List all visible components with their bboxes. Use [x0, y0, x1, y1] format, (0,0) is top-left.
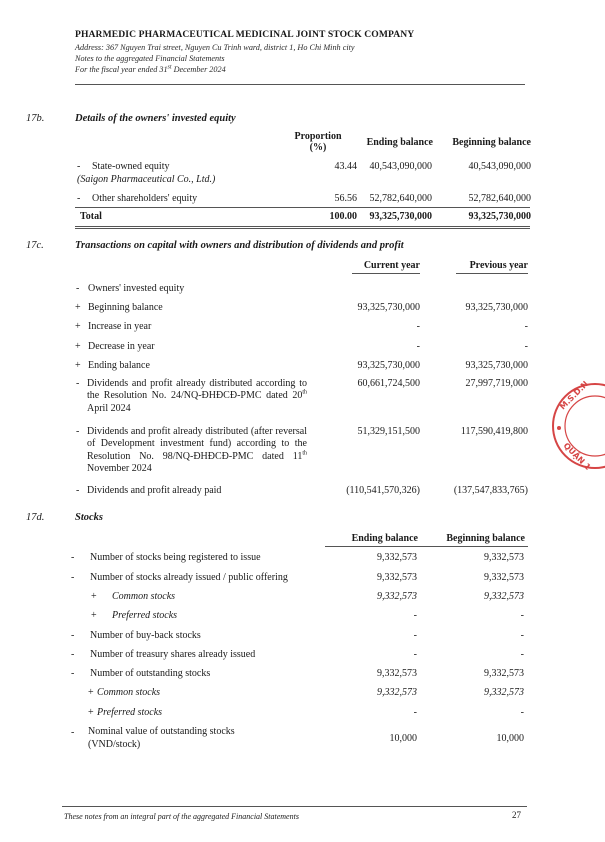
current-value: 93,325,730,000	[357, 302, 420, 313]
company-address: Address: 367 Nguyen Trai street, Nguyen Cu Trinh ward, district 1, Ho Chi Minh city	[75, 43, 355, 52]
ending-value: 9,332,573	[377, 687, 417, 698]
previous-value: -	[524, 341, 528, 352]
row-label: Common stocks	[112, 591, 176, 602]
ending-value: 9,332,573	[377, 668, 417, 679]
row-marker: +	[75, 341, 81, 352]
row-label: Owners' invested equity	[88, 283, 185, 294]
row-marker: -	[71, 572, 75, 583]
beginning-value: -	[520, 707, 524, 718]
seal-graphic	[549, 380, 605, 472]
beginning-value: -	[520, 649, 524, 660]
col-header-underline	[325, 546, 528, 547]
row-label: Number of treasury shares already issued	[90, 649, 256, 660]
row-marker: -	[71, 649, 75, 660]
row-sublabel: (Saigon Pharmaceutical Co., Ltd.)	[77, 174, 216, 185]
row-marker: -	[76, 378, 80, 389]
row-marker: +	[88, 687, 94, 698]
row-label: Dividends and profit already paid	[87, 485, 222, 496]
ending-value: 10,000	[389, 733, 417, 744]
fiscal-period: For the fiscal year ended 31st December 2024	[75, 64, 226, 74]
total-ending: 93,325,730,000	[369, 211, 432, 222]
notes-line: Notes to the aggregated Financial Statements	[75, 54, 225, 63]
row-label: State-owned equity	[92, 161, 170, 172]
beginning-value: 9,332,573	[484, 591, 524, 602]
previous-value: 93,325,730,000	[465, 360, 528, 371]
row-marker: +	[91, 591, 97, 602]
ending-value: 9,332,573	[377, 552, 417, 563]
col-beginning-header: Beginning balance	[446, 533, 525, 544]
footer-note: These notes from an integral part of the aggregated Financial Statements	[64, 812, 299, 821]
col-proportion-header: Proportion (%)	[294, 131, 342, 153]
proportion-value: 43.44	[334, 161, 357, 172]
row-marker: +	[91, 610, 97, 621]
current-value: 51,329,151,500	[357, 426, 420, 437]
company-seal-stamp	[549, 380, 605, 472]
page-number: 27	[512, 810, 521, 820]
col-previous-header: Previous year	[469, 260, 528, 271]
col-ending-header: Ending balance	[366, 137, 433, 148]
row-label: Number of stocks being registered to issue	[90, 552, 261, 563]
seal-text-top: M.S.D.N	[558, 379, 591, 412]
row-label: Increase in year	[88, 321, 152, 332]
row-marker: -	[71, 630, 75, 641]
section-17d-number: 17d.	[26, 512, 45, 523]
ending-value: -	[413, 649, 417, 660]
beginning-value: 9,332,573	[484, 552, 524, 563]
row-label: Ending balance	[88, 360, 150, 371]
company-name: PHARMEDIC PHARMACEUTICAL MEDICINAL JOINT STOCK COMPANY	[75, 29, 415, 40]
row-marker: -	[71, 727, 75, 738]
current-value: 93,325,730,000	[357, 360, 420, 371]
current-value: -	[416, 321, 420, 332]
total-proportion: 100.00	[329, 211, 357, 222]
beginning-value: -	[520, 610, 524, 621]
beginning-value: 9,332,573	[484, 572, 524, 583]
row-label: Beginning balance	[88, 302, 163, 313]
row-label: Preferred stocks	[97, 707, 163, 718]
col-ending-header: Ending balance	[351, 533, 418, 544]
total-bottom-rule	[75, 226, 530, 227]
row-label: Nominal value of outstanding stocks	[88, 726, 235, 737]
col-current-underline	[352, 273, 420, 274]
ending-value: 9,332,573	[377, 591, 417, 602]
ending-value: -	[413, 610, 417, 621]
previous-value: -	[524, 321, 528, 332]
beginning-value: 10,000	[496, 733, 524, 744]
row-marker: -	[76, 426, 80, 437]
beginning-value: 40,543,090,000	[468, 161, 531, 172]
beginning-value: 9,332,573	[484, 668, 524, 679]
footer-rule	[62, 806, 527, 807]
total-bottom-rule-double	[75, 228, 530, 229]
row-label: Preferred stocks	[112, 610, 178, 621]
current-value: 60,661,724,500	[357, 378, 420, 389]
row-label: Other shareholders' equity	[92, 193, 198, 204]
section-17c-number: 17c.	[26, 240, 44, 251]
section-17b-title: Details of the owners' invested equity	[75, 113, 236, 124]
total-label: Total	[80, 211, 102, 222]
ending-value: -	[413, 707, 417, 718]
previous-value: 93,325,730,000	[465, 302, 528, 313]
row-marker: -	[76, 485, 80, 496]
row-label: Number of stocks already issued / public offering	[90, 572, 288, 583]
col-current-header: Current year	[363, 260, 420, 271]
proportion-value: 56.56	[334, 193, 357, 204]
col-beginning-header: Beginning balance	[452, 137, 531, 148]
previous-value: 27,997,719,000	[465, 378, 528, 389]
total-top-rule	[75, 207, 530, 208]
row-marker: +	[88, 707, 94, 718]
row-label: Decrease in year	[88, 341, 155, 352]
ending-value: 9,332,573	[377, 572, 417, 583]
ending-value: 40,543,090,000	[369, 161, 432, 172]
row-label: Number of outstanding stocks	[90, 668, 211, 679]
row-marker: -	[71, 552, 75, 563]
beginning-value: 9,332,573	[484, 687, 524, 698]
row-marker: -	[77, 161, 81, 172]
header-rule	[75, 84, 525, 85]
previous-value: 117,590,419,800	[460, 426, 528, 437]
row-marker: -	[77, 193, 81, 204]
row-marker: -	[71, 668, 75, 679]
ending-value: 52,782,640,000	[369, 193, 432, 204]
row-marker: +	[75, 302, 81, 313]
row-label-unit: (VND/stock)	[88, 739, 141, 750]
ending-value: -	[413, 630, 417, 641]
current-value: -	[416, 341, 420, 352]
row-marker: -	[76, 283, 80, 294]
row-marker: +	[75, 321, 81, 332]
total-beginning: 93,325,730,000	[468, 211, 531, 222]
dividend-distribution-label: Dividends and profit already distributed (after reversal of Development investment fund) according to the Resolution No. 98/NQ-ĐHĐCĐ-PMC dated 11th November 2024	[87, 426, 307, 475]
dividend-distribution-label: Dividends and profit already distributed according to the Resolution No. 24/NQ-ĐHĐCĐ-PMC dated 20th April 2024	[87, 378, 307, 414]
seal-text-side: QUẬN 1	[561, 441, 593, 472]
section-17b-number: 17b.	[26, 113, 45, 124]
row-label: Common stocks	[97, 687, 161, 698]
previous-value: (137,547,833,765)	[453, 485, 528, 496]
section-17c-title: Transactions on capital with owners and distribution of dividends and profit	[75, 240, 404, 251]
current-value: (110,541,570,326)	[346, 485, 420, 496]
beginning-value: -	[520, 630, 524, 641]
section-17d-title: Stocks	[75, 512, 104, 523]
col-previous-underline	[456, 273, 528, 274]
beginning-value: 52,782,640,000	[468, 193, 531, 204]
row-marker: +	[75, 360, 81, 371]
row-label: Number of buy-back stocks	[90, 630, 201, 641]
